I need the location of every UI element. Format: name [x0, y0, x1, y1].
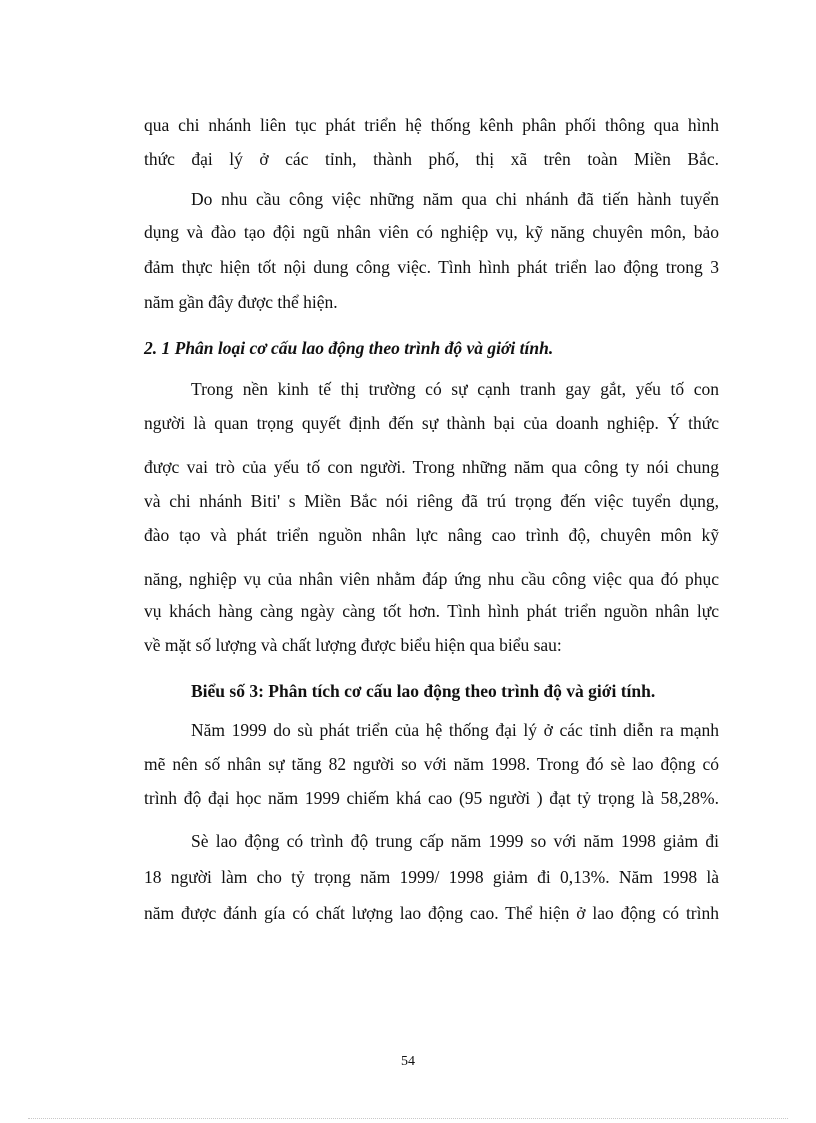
- page-number: 54: [401, 1054, 415, 1069]
- paragraph-first-line: Năm 1999 do sù phát triển của hệ thống đại lý ở các tỉnh diễn ra mạnh: [191, 720, 719, 740]
- body-text-line: đào tạo và phát triển nguồn nhân lực nâng cao trình độ, chuyên môn kỹ: [144, 525, 719, 545]
- page-bottom-divider: [28, 1118, 788, 1119]
- body-text-line: 18 người làm cho tỷ trọng năm 1999/ 1998 giảm đi 0,13%. Năm 1998 là: [144, 867, 719, 887]
- body-text-line: trình độ đại học năm 1999 chiếm khá cao (95 người ) đạt tỷ trọng là 58,28%.: [144, 788, 719, 808]
- body-text-line: thức đại lý ở các tỉnh, thành phố, thị xã trên toàn Miền Bắc.: [144, 149, 719, 169]
- body-text-line: và chi nhánh Biti' s Miền Bắc nói riêng đã trú trọng đến việc tuyển dụng,: [144, 491, 719, 511]
- section-heading: 2. 1 Phân loại cơ cấu lao động theo trình độ và giới tính.: [144, 338, 554, 358]
- body-text-line: đảm thực hiện tốt nội dung công việc. Tình hình phát triển lao động trong 3: [144, 257, 719, 277]
- table-caption: Biểu số 3: Phân tích cơ cấu lao động theo trình độ và giới tính.: [191, 681, 656, 701]
- paragraph-first-line: Sè lao động có trình độ trung cấp năm 1999 so với năm 1998 giảm đi: [191, 831, 719, 851]
- body-text-line: qua chi nhánh liên tục phát triển hệ thống kênh phân phối thông qua hình: [144, 115, 719, 135]
- paragraph-first-line: Do nhu cầu công việc những năm qua chi nhánh đã tiến hành tuyển: [191, 189, 719, 209]
- body-text-line: được vai trò của yếu tố con người. Trong những năm qua công ty nói chung: [144, 457, 719, 477]
- paragraph-first-line: Trong nền kinh tế thị trường có sự cạnh tranh gay gắt, yếu tố con: [191, 379, 719, 399]
- body-text-line: về mặt số lượng và chất lượng được biểu hiện qua biểu sau:: [144, 635, 562, 655]
- body-text-line: năm được đánh gía có chất lượng lao động cao. Thể hiện ở lao động có trình: [144, 903, 719, 923]
- body-text-line: vụ khách hàng càng ngày càng tốt hơn. Tình hình phát triển nguồn nhân lực: [144, 601, 719, 621]
- body-text-line: người là quan trọng quyết định đến sự thành bại của doanh nghiệp. Ý thức: [144, 413, 719, 433]
- body-text-line: năm gần đây được thể hiện.: [144, 292, 338, 312]
- body-text-line: dụng và đào tạo đội ngũ nhân viên có nghiệp vụ, kỹ năng chuyên môn, bảo: [144, 222, 719, 242]
- body-text-line: năng, nghiệp vụ của nhân viên nhằm đáp ứng nhu cầu công việc qua đó phục: [144, 569, 719, 589]
- body-text-line: mẽ nên số nhân sự tăng 82 người so với năm 1998. Trong đó sè lao động có: [144, 754, 719, 774]
